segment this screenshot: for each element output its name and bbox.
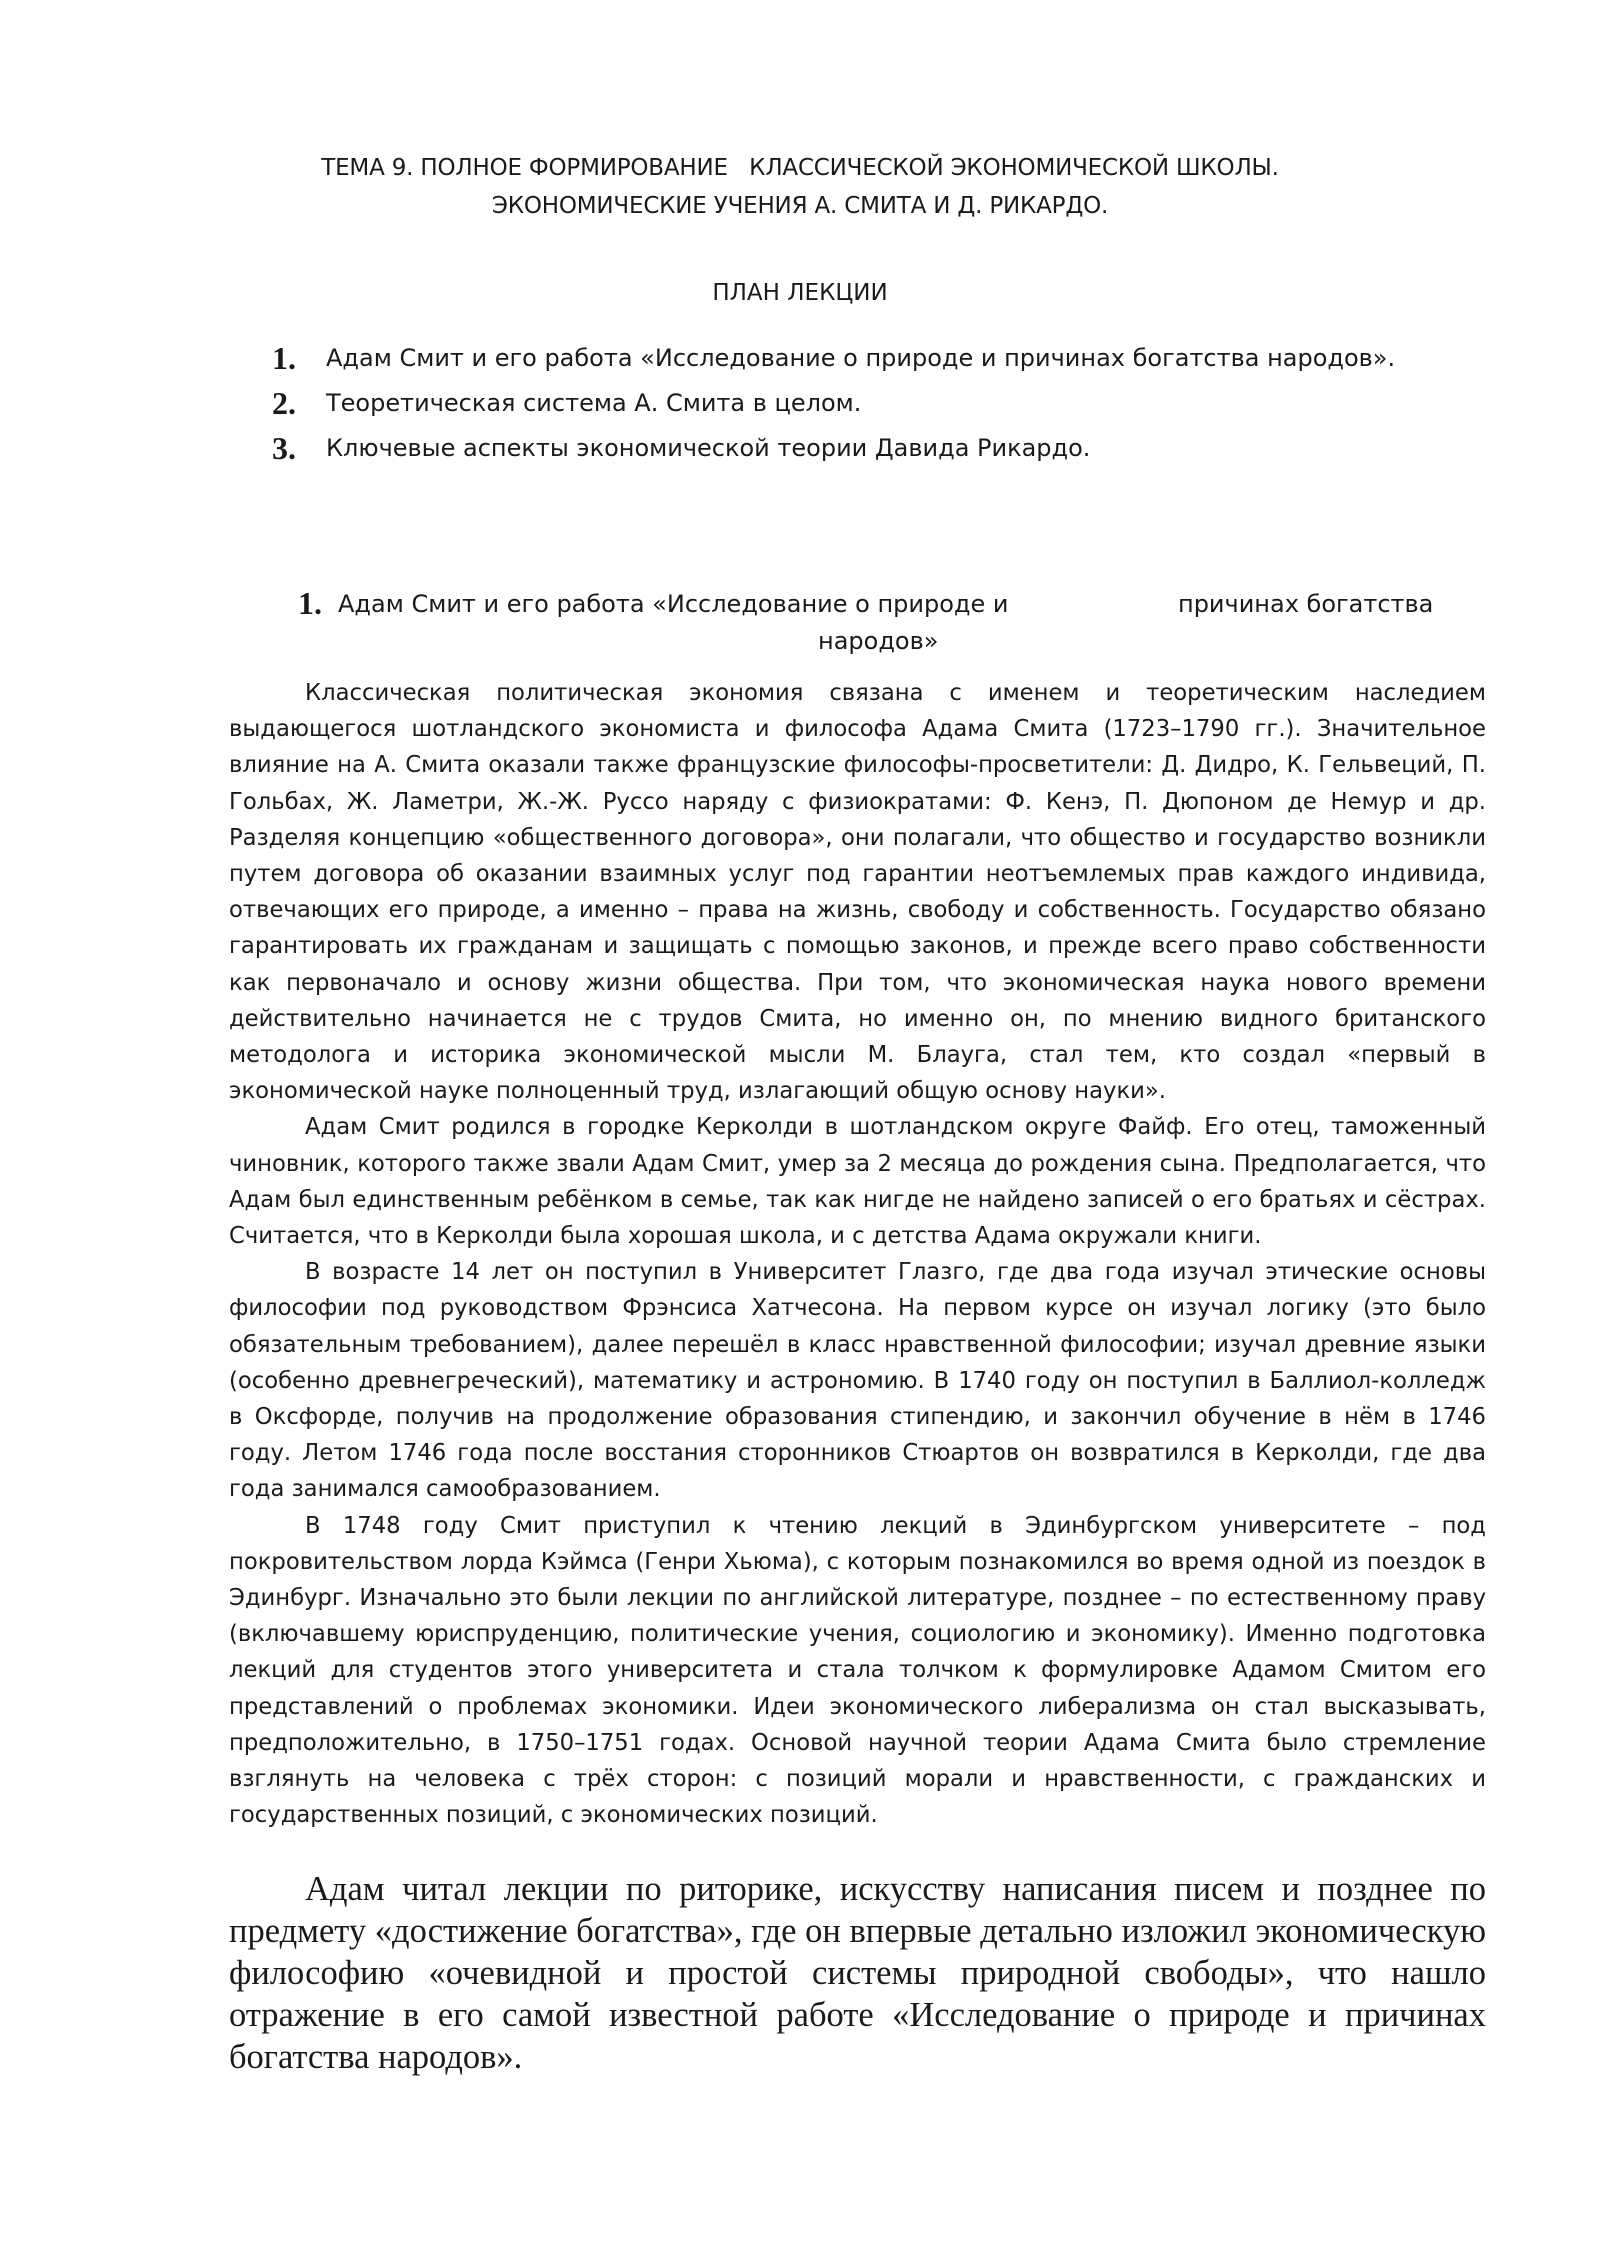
section-heading-part3: народов» [818, 627, 939, 655]
plan-item-number: 3. [272, 429, 296, 466]
section-body [229, 675, 1486, 1834]
plan-item-3 [272, 426, 1090, 470]
body-paragraph: Классическая политическая экономия связана с именем и теоретическим наследием выдающегося шотландского экономиста и философа Адама Смита (1723–1790 гг.). Значительное влияние на А. Смита оказали также французские философы-просветители: Д. Дидро, К. Гельвеций, П. Гольбах, Ж. Ламетри, Ж.-Ж. Руссо наряду с физиократами: Ф. Кенэ, П. Дюпоном де Немур и др. Разделяя концепцию «общественного договора», они полагали, что общество и государство возникли путем договора об оказании взаимных услуг под гарантии неотъемлемых прав каждого индивида, отвечающих его природе, а именно – права на жизнь, свободу и собственность. Государство обязано гарантировать их гражданам и защищать с помощью законов, и прежде всего право собственности как первоначало и основу жизни общества. При том, что экономическая наука нового времени действительно начинается не с трудов Смита, но именно он, по мнению видного британского методолога и историка экономической мысли М. Блауга, стал тем, кто создал «первый в экономической науке полноценный труд, излагающий общую основу науки». [229, 680, 1486, 1105]
section-heading-part2: причинах богатства [1178, 590, 1434, 618]
final-paragraph-block [229, 1868, 1486, 2078]
plan-heading: ПЛАН ЛЕКЦИИ [712, 280, 888, 306]
plan-item-number: 2. [272, 384, 296, 421]
body-paragraph-serif: Адам читал лекции по риторике, искусству написания писем и позднее по предмету «достижение богатства», где он впервые детально изложил экономическую философию «очевидной и простой системы природной свободы», что нашло отражение в его самой известной работе «Исследование о природе и причинах богатства народов». [229, 1870, 1486, 2076]
body-paragraph: Адам Смит родился в городке Керколди в шотландском округе Файф. Его отец, таможенный чиновник, которого также звали Адам Смит, умер за 2 месяца до рождения сына. Предполагается, что Адам был единственным ребёнком в семье, так как нигде не найдено записей о его братьях и сёстрах. Считается, что в Керколди была хорошая школа, и с детства Адама окружали книги. [229, 1114, 1486, 1250]
body-paragraph: В 1748 году Смит приступил к чтению лекций в Эдинбургском университете – под покровительством лорда Кэймса (Генри Хьюма), с которым познакомился во время одной из поездок в Эдинбург. Изначально это были лекции по английской литературе, позднее – по естественному праву (включавшему юриспруденцию, политические учения, социологию и экономику). Именно подготовка лекций для студентов этого университета и стала толчком к формулировке Адамом Смитом его представлений о проблемах экономики. Идеи экономического либерализма он стал высказывать, предположительно, в 1750–1751 годах. Основой научной теории Адама Смита было стремление взглянуть на человека с трёх сторон: с позиций морали и нравственности, с гражданских и государственных позиций, с экономических позиций. [229, 1512, 1486, 1829]
plan-item-text: Теоретическая система А. Смита в целом. [326, 389, 862, 417]
section-heading-part1: Адам Смит и его работа «Исследование о природе и [338, 590, 1009, 618]
topic-title-line1: ТЕМА 9. ПОЛНОЕ ФОРМИРОВАНИЕ КЛАССИЧЕСКОЙ ЭКОНОМИЧЕСКОЙ ШКОЛЫ. [321, 155, 1279, 181]
body-paragraph: В возрасте 14 лет он поступил в Университет Глазго, где два года изучал этические основы философии под руководством Фрэнсиса Хатчесона. На первом курсе он изучал логику (это было обязательным требованием), далее перешёл в класс нравственной философии; изучал древние языки (особенно древнегреческий), математику и астрономию. В 1740 году он поступил в Баллиол-колледж в Оксфорде, получив на продолжение образования стипендию, и закончил обучение в нём в 1746 году. Летом 1746 года после восстания сторонников Стюартов он возвратился в Керколди, где два года занимался самообразованием. [229, 1259, 1486, 1503]
plan-item-text: Адам Смит и его работа «Исследование о природе и причинах богатства народов». [326, 344, 1396, 372]
topic-title-line2: ЭКОНОМИЧЕСКИЕ УЧЕНИЯ А. СМИТА И Д. РИКАРДО. [491, 193, 1109, 219]
plan-item-1 [272, 336, 1395, 380]
plan-item-2 [272, 381, 861, 425]
section-number: 1. [298, 585, 322, 621]
plan-item-text: Ключевые аспекты экономической теории Давида Рикардо. [326, 434, 1091, 462]
plan-item-number: 1. [272, 339, 296, 376]
section-heading [298, 585, 1434, 665]
